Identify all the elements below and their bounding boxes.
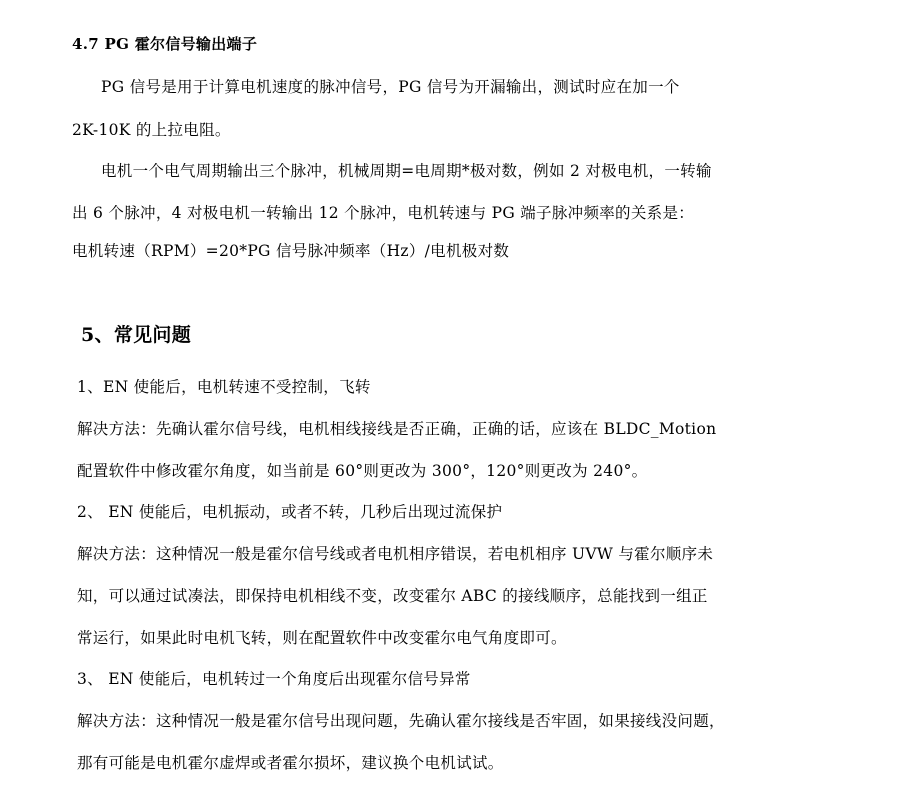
faq-3-answer-line-1: 解决方法：这种情况一般是霍尔信号出现问题，先确认霍尔接线是否牢固，如果接线没问题，	[77, 712, 725, 730]
faq-2-answer-line-2: 知，可以通过试凑法，即保持电机相线不变，改变霍尔 ABC 的接线顺序，总能找到一组正	[77, 587, 708, 605]
faq-1-answer-line-1: 解决方法：先确认霍尔信号线，电机相线接线是否正确，正确的话，应该在 BLDC_Motion	[77, 420, 717, 438]
faq-1-question: 1、EN 使能后，电机转速不受控制，飞转	[77, 378, 371, 396]
section-4-7-heading: 4.7 PG 霍尔信号输出端子	[72, 35, 258, 53]
faq-1-answer-line-2: 配置软件中修改霍尔角度，如当前是 60°则更改为 300°，120°则更改为 240°。	[77, 462, 648, 480]
section-4-7-formula: 电机转速（RPM）=20*PG 信号脉冲频率（Hz）/电机极对数	[72, 242, 510, 260]
faq-2-question: 2、 EN 使能后，电机振动，或者不转，几秒后出现过流保护	[77, 503, 503, 521]
section-4-7-paragraph-2-line-2: 出 6 个脉冲，4 对极电机一转输出 12 个脉冲，电机转速与 PG 端子脉冲频率的关系是：	[72, 204, 695, 222]
section-4-7-paragraph-1-line-2: 2K-10K 的上拉电阻。	[72, 121, 231, 139]
faq-3-answer-line-2: 那有可能是电机霍尔虚焊或者霍尔损坏，建议换个电机试试。	[77, 754, 504, 772]
faq-2-answer-line-3: 常运行，如果此时电机飞转，则在配置软件中改变霍尔电气角度即可。	[77, 629, 567, 647]
faq-2-answer-line-1: 解决方法：这种情况一般是霍尔信号线或者电机相序错误，若电机相序 UVW 与霍尔顺序未	[77, 545, 714, 563]
section-4-7-paragraph-2-line-1: 电机一个电气周期输出三个脉冲，机械周期=电周期*极对数，例如 2 对极电机，一转输	[101, 162, 712, 180]
section-5-heading: 5、常见问题	[81, 324, 192, 346]
section-4-7-paragraph-1-line-1: PG 信号是用于计算电机速度的脉冲信号，PG 信号为开漏输出，测试时应在加一个	[101, 78, 680, 96]
faq-3-question: 3、 EN 使能后，电机转过一个角度后出现霍尔信号异常	[77, 670, 471, 688]
